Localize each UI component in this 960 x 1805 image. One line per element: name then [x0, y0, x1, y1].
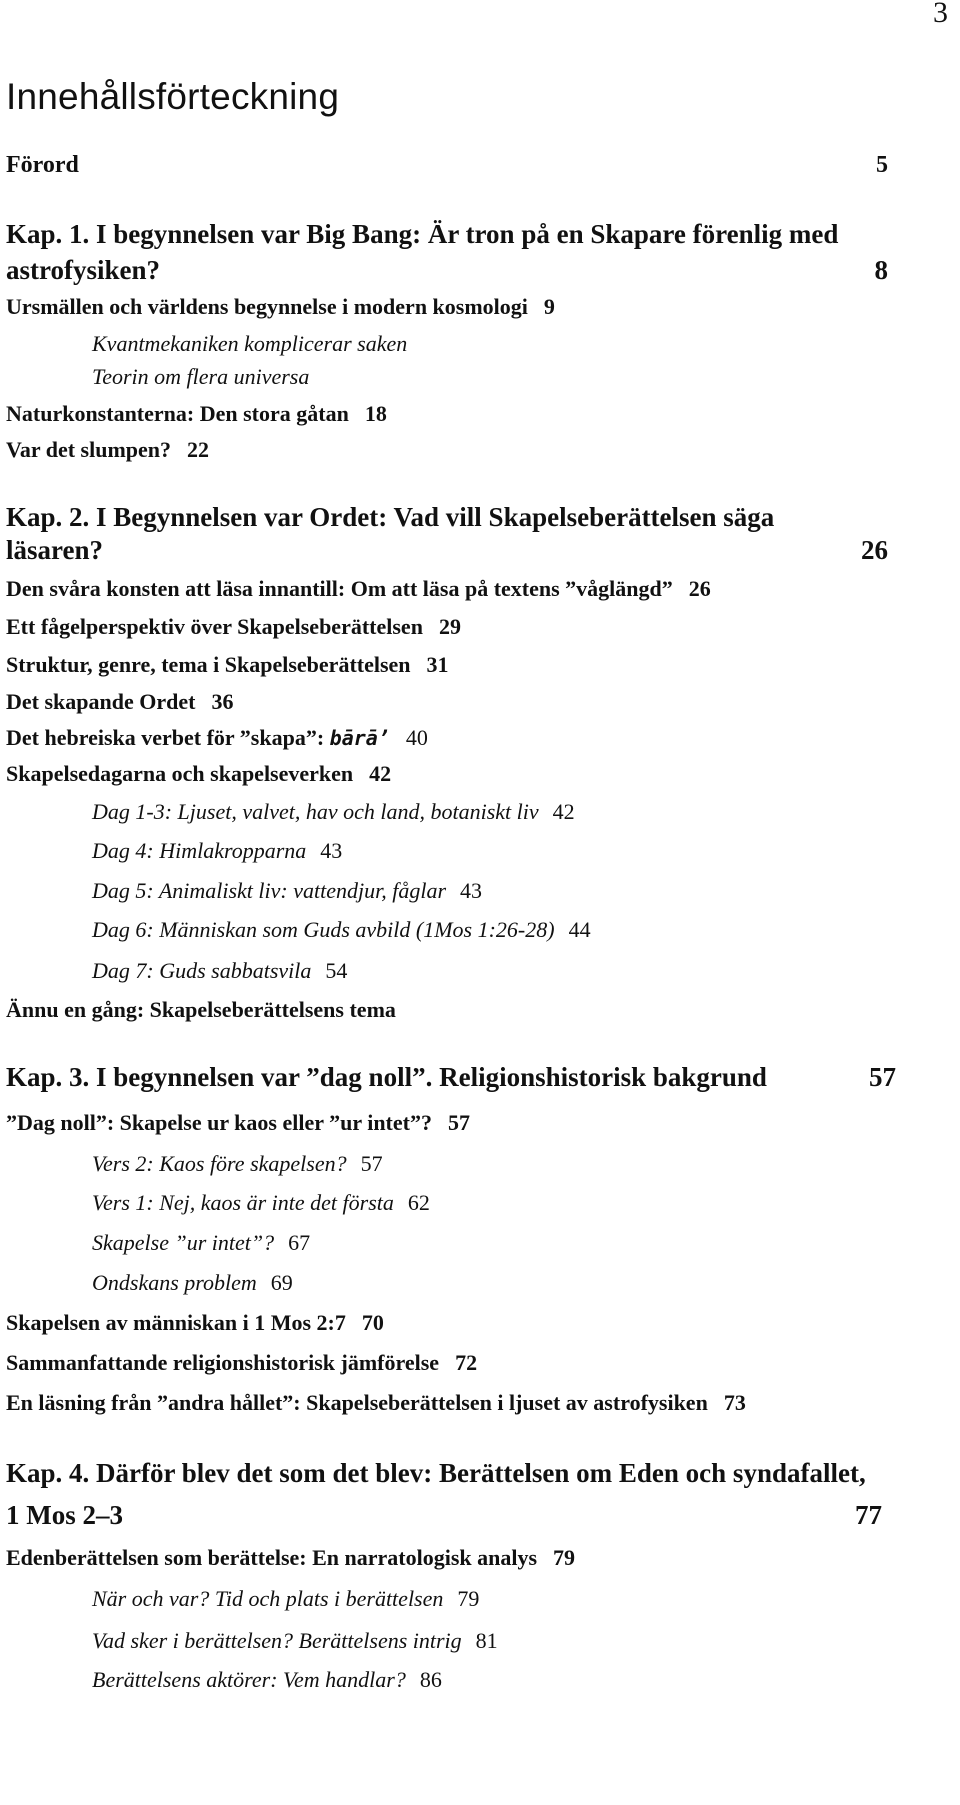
chapter-4-page: 77 [855, 1500, 882, 1530]
toc-subentry[interactable] [92, 878, 482, 904]
toc-entry-title: Dag 1-3: Ljuset, valvet, hav och land, botaniskt liv [92, 799, 539, 824]
toc-entry-page: 79 [457, 1586, 480, 1611]
toc-subentry[interactable]: Kvantmekaniken komplicerar saken [92, 331, 408, 356]
toc-entry-title: Det skapande Ordet [6, 689, 196, 714]
chapter-2-page: 26 [861, 535, 888, 565]
toc-entry-page: 62 [407, 1190, 430, 1215]
toc-entry-title: Dag 6: Människan som Guds avbild (1Mos 1:26-28) [92, 917, 555, 942]
chapter-1-heading[interactable]: Kap. 1. I begynnelsen var Big Bang: Är tron på en Skapare förenlig med [6, 219, 839, 249]
toc-entry-title: Struktur, genre, tema i Skapelseberättelsen [6, 652, 411, 677]
toc-entry[interactable] [6, 401, 387, 427]
toc-subentry[interactable] [92, 1628, 498, 1654]
toc-entry-title: Naturkonstanterna: Den stora gåtan [6, 401, 349, 426]
chapter-3-heading[interactable] [6, 1062, 924, 1093]
toc-entry-page: 44 [568, 917, 591, 942]
chapter-1-heading-line2: astrofysiken? [6, 255, 161, 285]
toc-entry-page: 57 [360, 1151, 383, 1176]
toc-entry[interactable] [6, 294, 555, 320]
chapter-3-heading-line1: Kap. 3. I begynnelsen var ”dag noll”. Religionshistorisk bakgrund [6, 1062, 767, 1092]
toc-entry[interactable] [6, 761, 391, 787]
toc-entry-title: Skapelsedagarna och skapelseverken [6, 761, 354, 786]
toc-entry-title: Var det slumpen? [6, 437, 172, 462]
toc-subentry[interactable] [92, 917, 591, 943]
page-title: Innehållsförteckning [6, 76, 340, 117]
toc-entry-page: 81 [475, 1628, 498, 1653]
toc-entry-title: Skapelsen av människan i 1 Mos 2:7 [6, 1310, 346, 1335]
toc-entry-title: Vers 2: Kaos före skapelsen? [92, 1151, 347, 1176]
toc-subentry[interactable] [92, 1190, 430, 1216]
toc-entry[interactable] [6, 1350, 477, 1376]
chapter-4-heading-line2: 1 Mos 2–3 [6, 1500, 123, 1530]
toc-entry-page: 79 [553, 1545, 576, 1570]
toc-entry-title: Vad sker i berättelsen? Berättelsens intrig [92, 1628, 462, 1653]
toc-entry-title: Den svåra konsten att läsa innantill: Om att läsa på textens ”våglängd” [6, 576, 673, 601]
chapter-4-heading-cont[interactable] [6, 1500, 924, 1531]
toc-entry-transliteration: bārā’ [329, 726, 390, 750]
toc-subentry[interactable] [92, 1151, 383, 1177]
toc-entry[interactable] [6, 652, 449, 678]
toc-entry-title: Berättelsens aktörer: Vem handlar? [92, 1667, 406, 1692]
toc-entry[interactable] [6, 725, 428, 751]
toc-entry[interactable] [6, 1390, 746, 1416]
toc-entry-page: 43 [460, 878, 483, 903]
toc-entry-title: En läsning från ”andra hållet”: Skapelseberättelsen i ljuset av astrofysiken [6, 1390, 708, 1415]
toc-entry-title: Dag 7: Guds sabbatsvila [92, 958, 312, 983]
toc-foreword-page: 5 [876, 152, 888, 178]
toc-entry-page: 70 [361, 1310, 384, 1335]
toc-entry-title: När och var? Tid och plats i berättelsen [92, 1586, 444, 1611]
toc-entry-page: 36 [211, 689, 234, 714]
toc-foreword-label: Förord [6, 152, 79, 178]
toc-entry-page: 72 [455, 1350, 478, 1375]
toc-entry[interactable] [6, 576, 711, 602]
toc-entry-title: Ondskans problem [92, 1270, 257, 1295]
toc-entry[interactable] [6, 614, 461, 640]
toc-entry-page: 40 [405, 725, 428, 750]
toc-subentry[interactable] [92, 1270, 293, 1296]
toc-entry[interactable] [6, 1310, 384, 1336]
toc-entry-page: 26 [688, 576, 711, 601]
toc-entry[interactable] [6, 1545, 575, 1571]
toc-entry-title: Sammanfattande religionshistorisk jämförelse [6, 1350, 440, 1375]
toc-entry-title: Vers 1: Nej, kaos är inte det första [92, 1190, 394, 1215]
toc-entry[interactable]: Ännu en gång: Skapelseberättelsens tema [6, 997, 396, 1022]
chapter-4-heading[interactable]: Kap. 4. Därför blev det som det blev: Berättelsen om Eden och syndafallet, [6, 1458, 866, 1488]
toc-entry-page: 42 [552, 799, 575, 824]
toc-entry-title: Edenberättelsen som berättelse: En narratologisk analys [6, 1545, 538, 1570]
toc-entry-page: 69 [270, 1270, 293, 1295]
toc-entry[interactable] [6, 689, 233, 715]
toc-subentry[interactable] [92, 838, 342, 864]
chapter-1-heading-cont[interactable] [6, 255, 924, 286]
toc-entry-title: Det hebreiska verbet för ”skapa”: [6, 725, 325, 750]
toc-subentry[interactable] [92, 958, 347, 984]
toc-entry-page: 54 [325, 958, 348, 983]
toc-entry-page: 42 [369, 761, 392, 786]
toc-entry-page: 31 [426, 652, 449, 677]
toc-entry-title: ”Dag noll”: Skapelse ur kaos eller ”ur intet”? [6, 1110, 432, 1135]
page-number: 3 [933, 0, 948, 29]
toc-entry-title: Dag 4: Himlakropparna [92, 838, 307, 863]
toc-subentry[interactable] [92, 1586, 479, 1612]
toc-entry-title: Skapelse ”ur intet”? [92, 1230, 275, 1255]
toc-entry-title: Ursmällen och världens begynnelse i modern kosmologi [6, 294, 528, 319]
toc-entry[interactable] [6, 437, 209, 463]
toc-entry-page: 43 [320, 838, 343, 863]
toc-entry-page: 73 [723, 1390, 746, 1415]
toc-entry[interactable] [6, 1110, 470, 1136]
toc-subentry[interactable]: Teorin om flera universa [92, 364, 310, 389]
chapter-2-heading-cont[interactable] [6, 535, 924, 566]
toc-entry-page: 67 [288, 1230, 311, 1255]
toc-entry-page: 9 [543, 294, 555, 319]
toc-entry-page: 86 [419, 1667, 442, 1692]
toc-entry-page: 57 [447, 1110, 470, 1135]
toc-foreword[interactable] [6, 152, 924, 179]
toc-subentry[interactable] [92, 799, 575, 825]
toc-entry-title: Dag 5: Animaliskt liv: vattendjur, fåglar [92, 878, 447, 903]
toc-subentry[interactable] [92, 1667, 442, 1693]
toc-subentry[interactable] [92, 1230, 310, 1256]
chapter-2-heading[interactable]: Kap. 2. I Begynnelsen var Ordet: Vad vill Skapelseberättelsen säga [6, 502, 775, 532]
chapter-3-page: 57 [869, 1062, 896, 1092]
toc-entry-page: 22 [187, 437, 210, 462]
chapter-1-page: 8 [874, 255, 888, 285]
toc-entry-page: 18 [364, 401, 387, 426]
toc-entry-page: 29 [438, 614, 461, 639]
chapter-2-heading-line2: läsaren? [6, 535, 104, 565]
toc-entry-title: Ett fågelperspektiv över Skapelseberättelsen [6, 614, 423, 639]
